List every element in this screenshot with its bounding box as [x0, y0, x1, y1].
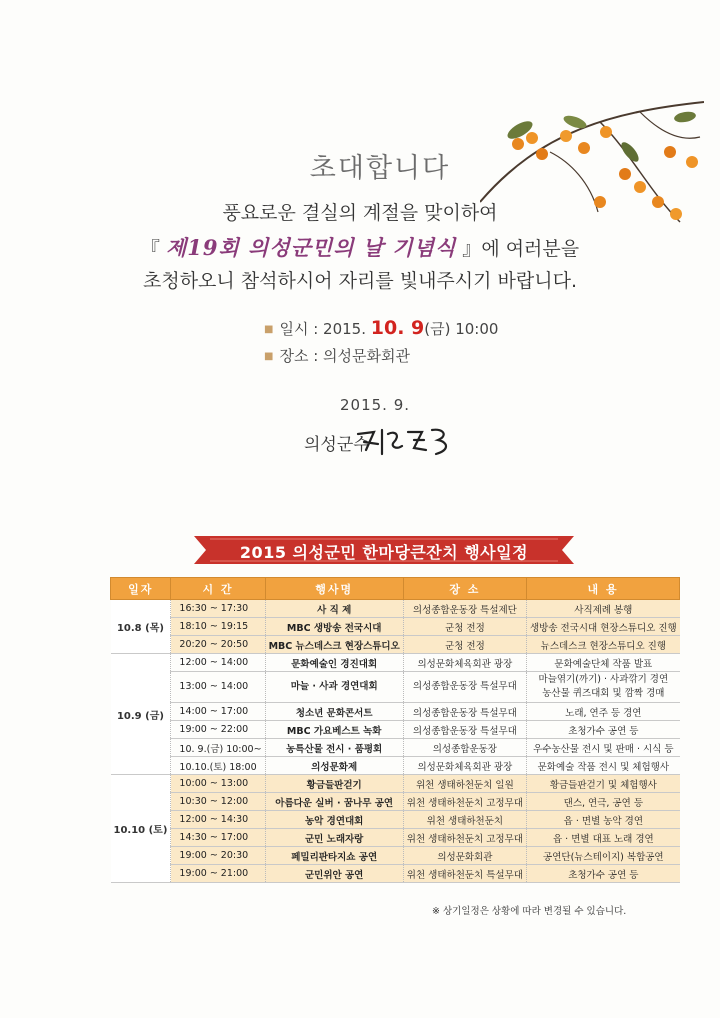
table-row: [111, 811, 680, 829]
row-content: 공연단(뉴스테이지) 복합공연: [526, 847, 679, 865]
row-time: 12:00 ~ 14:30: [171, 811, 265, 829]
table-row: [111, 793, 680, 811]
table-row: [111, 636, 680, 654]
row-time: 19:00 ~ 21:00: [171, 865, 265, 883]
column-header-time: 시 간: [171, 578, 265, 600]
row-time: 10. 9.(금) 10:00~: [171, 739, 265, 757]
row-place: 의성문화체육회관 광장: [403, 654, 526, 672]
event-datetime: [264, 317, 498, 339]
row-content-line-1: 마늘엮기(까기) · 사과깎기 경연: [538, 674, 669, 685]
handwritten-signature: [352, 420, 462, 460]
row-event: 황금들판걷기: [265, 775, 403, 793]
day-label: 10.9 (금): [111, 654, 171, 775]
row-time: 12:00 ~ 14:00: [171, 654, 265, 672]
table-row: [111, 865, 680, 883]
row-event: 농특산물 전시 · 품평회: [265, 739, 403, 757]
schedule-title-banner: [194, 536, 574, 564]
row-content: 읍 · 면별 대표 노래 경연: [526, 829, 679, 847]
datetime-label: 일시 : 2015.: [279, 320, 366, 338]
table-row: [111, 721, 680, 739]
row-time: 16:30 ~ 17:30: [171, 600, 265, 618]
row-time: 19:00 ~ 22:00: [171, 721, 265, 739]
row-content: 뉴스데스크 현장스튜디오 진행: [526, 636, 679, 654]
day-label: 10.10 (토): [111, 775, 171, 883]
row-time: 13:00 ~ 14:00: [171, 672, 265, 703]
row-time: 14:30 ~ 17:00: [171, 829, 265, 847]
column-header-place: 장 소: [403, 578, 526, 600]
row-content: 읍 · 면별 농악 경연: [526, 811, 679, 829]
row-time: 20:20 ~ 20:50: [171, 636, 265, 654]
invitation-line-1: 풍요로운 결실의 계절을 맞이하여: [222, 202, 498, 224]
table-row: [111, 829, 680, 847]
event-name: 제19회 의성군민의 날 기념식: [165, 235, 457, 260]
row-time: 18:10 ~ 19:15: [171, 618, 265, 636]
row-time: 10.10.(토) 18:00: [171, 757, 265, 775]
table-row: [111, 739, 680, 757]
schedule-table: [110, 577, 680, 883]
column-header-date: 일자: [111, 578, 171, 600]
invitation-heading: 초대합니다: [309, 153, 451, 184]
row-event: 문화예술인 경진대회: [265, 654, 403, 672]
row-event: 군민 노래자랑: [265, 829, 403, 847]
row-event: 아름다운 실버 · 꿈나무 공연: [265, 793, 403, 811]
row-content: 문화예술 작품 전시 및 체험행사: [526, 757, 679, 775]
table-header-row: [111, 578, 680, 600]
row-content: 초청가수 공연 등: [526, 865, 679, 883]
signer-title: 의성군수: [304, 435, 370, 455]
row-time: 10:30 ~ 12:00: [171, 793, 265, 811]
row-content: 초청가수 공연 등: [526, 721, 679, 739]
table-row: [111, 672, 680, 703]
row-place: 위천 생태하천둔치 고정무대: [403, 793, 526, 811]
row-time: 14:00 ~ 17:00: [171, 703, 265, 721]
table-row: [111, 847, 680, 865]
table-row: [111, 618, 680, 636]
row-content: 생방송 전국시대 현장스튜디오 진행: [526, 618, 679, 636]
row-content-line-2: 농산물 퀴즈대회 및 깜짝 경매: [542, 688, 665, 699]
bracket-close: 』: [462, 238, 482, 260]
table-row: [111, 703, 680, 721]
row-event: MBC 뉴스데스크 현장스튜디오: [265, 636, 403, 654]
invitation-line-2-tail: 에 여러분을: [481, 238, 580, 260]
row-event: 의성문화제: [265, 757, 403, 775]
row-event: 마늘 · 사과 경연대회: [265, 672, 403, 703]
row-place: 의성종합운동장 특설무대: [403, 672, 526, 703]
row-place: 위천 생태하천둔치: [403, 811, 526, 829]
issue-date: 2015. 9.: [340, 396, 411, 414]
table-row: [111, 775, 680, 793]
invitation-line-3: 초청하오니 참석하시어 자리를 빛내주시기 바랍니다.: [143, 270, 577, 292]
schedule-title: 2015 의성군민 한마당큰잔치 행사일정: [239, 543, 529, 562]
row-place: 의성종합운동장 특설무대: [403, 703, 526, 721]
datetime-highlight: 10. 9: [370, 317, 425, 339]
row-place: 위천 생태하천둔치 특설무대: [403, 865, 526, 883]
row-time: 10:00 ~ 13:00: [171, 775, 265, 793]
row-time: 19:00 ~ 20:30: [171, 847, 265, 865]
row-event: 군민위안 공연: [265, 865, 403, 883]
table-row: [111, 757, 680, 775]
row-content: 노래, 연주 등 경연: [526, 703, 679, 721]
table-row: [111, 600, 680, 618]
row-content: 황금들판걷기 및 체험행사: [526, 775, 679, 793]
row-event: 사 직 제: [265, 600, 403, 618]
row-event: MBC 생방송 전국시대: [265, 618, 403, 636]
schedule-notice: ※ 상기일정은 상황에 따라 변경될 수 있습니다.: [432, 906, 627, 917]
row-place: 위천 생태하천둔치 일원: [403, 775, 526, 793]
row-place: 군청 전정: [403, 636, 526, 654]
row-event: 페밀리판타지쇼 공연: [265, 847, 403, 865]
table-row: [111, 654, 680, 672]
row-place: 의성문화체육회관 광장: [403, 757, 526, 775]
row-place: 군청 전정: [403, 618, 526, 636]
row-content: 문화예술단체 작품 발표: [526, 654, 679, 672]
row-event: 청소년 문화콘서트: [265, 703, 403, 721]
bracket-open: 『: [140, 238, 160, 260]
row-place: 의성종합운동장: [403, 739, 526, 757]
column-header-content: 내 용: [526, 578, 679, 600]
row-place: 의성문화회관: [403, 847, 526, 865]
place-label: 장소 : 의성문화회관: [279, 347, 410, 365]
invitation-line-2: [0, 232, 720, 262]
row-content: 우수농산물 전시 및 판매 · 시식 등: [526, 739, 679, 757]
column-header-event: 행사명: [265, 578, 403, 600]
event-place: [264, 345, 410, 366]
bullet-icon: ■: [264, 324, 274, 335]
row-content: 댄스, 연극, 공연 등: [526, 793, 679, 811]
row-event: MBC 가요베스트 녹화: [265, 721, 403, 739]
row-event: 농악 경연대회: [265, 811, 403, 829]
row-place: 위천 생태하천둔치 고정무대: [403, 829, 526, 847]
bullet-icon: ■: [264, 351, 274, 362]
row-place: 의성종합운동장 특설무대: [403, 721, 526, 739]
row-content: [526, 672, 679, 703]
datetime-suffix: (금) 10:00: [424, 320, 499, 338]
day-label: 10.8 (목): [111, 600, 171, 654]
row-place: 의성종합운동장 특설제단: [403, 600, 526, 618]
row-content: 사직제례 봉행: [526, 600, 679, 618]
